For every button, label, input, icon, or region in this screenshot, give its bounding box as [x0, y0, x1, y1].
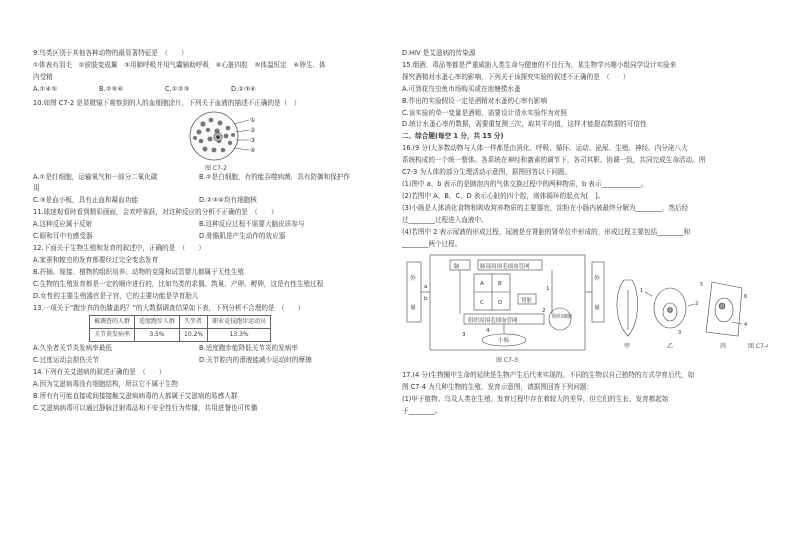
right-column [402, 48, 768, 418]
diagram-label-num2: 2 [542, 308, 546, 315]
q14-option-a: A.因为艾滋病毒没有细胞结构，所以它不属于生物 [33, 379, 178, 388]
diagram-label-C: C [480, 300, 484, 307]
q10-options-row2 [33, 195, 391, 207]
q13-table-row [90, 329, 271, 342]
diagram-label-tissue-cap: 组织周围毛细血管网 [468, 318, 518, 325]
q9-option-a: A.①④⑤ [33, 84, 58, 93]
q11-option-d: D.骨骼肌是产生动作的效应器 [199, 232, 286, 241]
q16-intro-1: 16.(9 分)大多数动物与人体一样都是由消化、呼吸、循环、运动、泌尿、生殖、神经、内分泌八大 [402, 144, 688, 153]
diagram-label-num1: 1 [546, 286, 550, 293]
diagram-label-num3: 3 [462, 332, 466, 339]
q16-part-4b: ________两个过程。 [402, 239, 462, 248]
q10-option-a: A.①是红细胞，运输氧气和一部分二氧化碳 [33, 172, 158, 181]
diagram-label-A: A [480, 281, 484, 288]
q13-table-cell: 3.5% [135, 329, 180, 342]
q17-part-1a: (1)甲于植物、乌及人类在生殖、发育过程中存在着较大的差异，但它们的生长、发育都起始 [402, 395, 669, 404]
q14-option-d: D.HIV 是艾滋病的传染源 [402, 49, 476, 57]
diagram-label-outer: 界 [410, 305, 417, 313]
q13-option-c: C.过度运动会损伤关节 [33, 356, 100, 365]
q16-part-3b: 过________过程进入血液中。 [402, 215, 488, 224]
q10-stem: 10.如图 C7-2 是显微镜下观察到的人的血细胞涂片，下列关于血液的描述不正确的是（ ） [33, 98, 301, 107]
diagram-label-outer: 界 [594, 305, 601, 313]
diagram-label-kidney: 肾脏 [521, 298, 533, 305]
diagram-label-brain: 脑 [454, 264, 460, 271]
diagram-label-outer: 外 [410, 275, 417, 283]
c74-label-5: 5 [700, 282, 704, 289]
q15-option-b: B.作出的实验假设一定是酒精对水蚤的心率有影响 [402, 96, 548, 105]
q13-table-wrap [33, 315, 391, 342]
q10-label-2: ② [250, 126, 256, 134]
q16-part-4a: (4)若图中 2 表示尿液的形成过程，尿液是在肾脏的肾单位中形成的，形成过程主要包括________和 [402, 227, 691, 236]
c74-label-3: 3 [678, 330, 682, 337]
q9-option-d: D.②③⑥ [231, 84, 256, 93]
c74-label-1: 1 [640, 288, 644, 295]
q10-label-4: ④ [250, 146, 256, 154]
q12-option-c: C.生物的生殖发育都是一定的顺序进行的，比如鸟类的求偶、筑巢、产卵、孵卵，这是有性生殖过程 [33, 279, 324, 288]
c74-label-bing: 丙 [720, 343, 727, 351]
q14-option-c: C.艾滋病病毒可以通过静脉注射毒品和不安全性行为传播，共用进餐也可传播 [33, 403, 258, 412]
physiology-figures [402, 252, 768, 370]
q13-table-header-row [90, 316, 271, 329]
q10-option-b-cont: 用 [33, 184, 40, 193]
q15-option-a: A.可到花鸟虫鱼市场购买或在池塘捞水蚤 [402, 84, 521, 93]
q13-table-cell: 10.2% [180, 329, 208, 342]
q15-stem-cont: 探究酒精对水蚤心率的影响，下列关于该探究实验的叙述不正确的是 （ ） [402, 72, 630, 81]
q13-options-row1 [33, 343, 391, 355]
q13-option-d: D.关节腔内的滑液能减少运动时的摩擦 [199, 356, 312, 365]
q9-option-b: B.②⑤⑥ [99, 84, 124, 93]
q13-option-a: A.久坐者关节炎发病率最低 [33, 344, 113, 353]
q16-intro-3: C7-3 为人体的部分生理活动示意图，据图回答以下问题。 [402, 168, 572, 177]
q17-intro-1: 17.(4 分)生物圈中生命的延续是生物产生后代来实现的。不同的生物以自己独特的方式孕育后代，如 [402, 371, 695, 380]
q11-option-b: B.这种反应过程不需要大脑皮质参与 [199, 220, 305, 229]
q12-option-d: D.女性的主要生殖器官是子宫，它的主要功能是孕育胎儿 [33, 291, 199, 300]
q13-table-header: 久坐者 [180, 316, 208, 329]
q15-option-c: C.该实验的单一变量是酒精，需要设计清水实验作为对照 [402, 108, 567, 117]
q10-label-3: ③ [250, 136, 256, 144]
q13-stem: 13.一项关于“跑步真的伤膝盖吗？”的大数据调查结果如下表，下列分析不合理的是 （ ） [33, 303, 305, 312]
figures-area [402, 252, 768, 370]
section-title: 二、综合题(每空 1 分，共 15 分) [402, 132, 504, 141]
q13-table-header: 职业竞技跑步运动员 [208, 316, 271, 329]
q13-options-row2 [33, 355, 391, 367]
q10-figure-caption: 图 C7-2 [205, 164, 227, 172]
q11-stem: 11.球迷观看时看到精彩画面，会欢呼雀跃，对这种反应的分析不正确的是 （ ） [33, 208, 278, 217]
blood-smear-figure [33, 110, 391, 172]
q10-label-1: ① [250, 116, 256, 124]
q10-figure [33, 110, 391, 172]
q16-intro-2: 系统构成的一个统一整体。各系统在神经和激素的调节下，各司其职、协调一致，共同完成生命活动。图 [402, 156, 706, 165]
diagram-label-tissue-cell: 组织细胞 [552, 314, 573, 321]
c74-label-4: 4 [744, 322, 748, 329]
c74-label-yi: 乙 [667, 343, 674, 351]
q13-table-header: 适度跑步人群 [135, 316, 180, 329]
diagram-label-outer: 外 [594, 275, 601, 283]
q13-table-header: 被调查的人群 [90, 316, 135, 329]
q16-part-2: (2)若图中 A、B、C、D 表示心脏的四个腔，则体循环的起点为[ ]。 [402, 191, 605, 200]
q12-stem: 12.下面关于生物生殖和发育的叙述中，正确的是 （ ） [33, 243, 206, 252]
diagram-label-B: B [498, 281, 502, 288]
c74-label-6: 6 [744, 294, 748, 301]
q13-table-row-label: 关节炎发病率 [90, 329, 135, 342]
q14-option-b: B.所有有可能直接或间接接触艾滋病病毒的人都属于艾滋病的易感人群 [33, 391, 238, 400]
diagram-label-D: D [498, 300, 503, 307]
q13-table-cell: 13.3% [208, 329, 271, 342]
q11-option-c: C.眼和耳中有感受器 [33, 232, 93, 241]
q9-line2: ①体表有羽毛 ②前肢变成翼 ③用肺呼吸并用气囊辅助呼吸 ④心脏四腔 ⑤体温恒定 ⑥卵生、体 [33, 60, 326, 69]
q16-part-3a: (3)小肠是人体消化食物和吸收营养物质的主要器官，淀粉在小肠内被最终分解为________，然后经 [402, 203, 689, 212]
c74-label-jia: 甲 [624, 343, 631, 351]
q10-option-d: D.②③④均有细胞核 [199, 196, 257, 205]
q10-option-c: C.③是血小板，具有止血和凝血功能 [33, 196, 138, 205]
q9-stem: 9.鸟类区别于其他各种动物的最显著特征是 （ ） [33, 49, 188, 57]
q10-options-row1 [33, 172, 391, 184]
q9-options [33, 84, 391, 96]
c74-caption: 图 C7-4 [748, 343, 768, 351]
q11-options-row2 [33, 231, 391, 243]
q15-option-d: D.统计水蚤心率的数据，需要重复测三次，取其平均值，这样才能提高数据的可信性 [402, 120, 647, 129]
q13-table [89, 315, 271, 342]
q9-option-c: C.①②③ [165, 84, 190, 93]
left-column [33, 48, 391, 415]
q12-option-a: A.家蚕和蝗虫的发育都要经过完全变态发育 [33, 255, 159, 264]
diagram-label-num4: 4 [486, 328, 490, 335]
q17-intro-2: 图 C7-4 为几种生物的生殖、发育示意图，请据图回答下列问题： [402, 383, 594, 392]
q17-part-1b: 于________。 [402, 407, 442, 416]
q11-options-row1 [33, 219, 391, 231]
q14-stem: 14.下列有关艾滋病的叙述正确的是 （ ） [33, 368, 166, 377]
c74-label-2: 2 [695, 301, 699, 308]
c73-caption: 图 C7-3 [496, 357, 518, 365]
q15-stem: 15.烟酒、毒品等都是严重威胁人类生命与健康的不良行为，某生物学兴趣小组同学设计实验来 [402, 60, 677, 69]
diagram-label-b: b [424, 296, 428, 303]
q16-part-1: (1)图中 a、b 表示的是肺泡内的气体交换过程中的两种物质，b 表示____________。 [402, 179, 648, 188]
q13-option-b: B.适度跑步能降低关节炎的发病率 [199, 344, 298, 353]
diagram-label-small-int: 小肠 [498, 338, 510, 345]
q9-line3: 内受精 [33, 72, 53, 81]
diagram-label-lung-cap: 肺部周围毛细血管网 [480, 264, 530, 271]
q12-option-b: B.扦插、嫁接、植物的组织培养、动物的克隆和试管婴儿都属于无性生殖 [33, 267, 245, 276]
diagram-label-a: a [424, 284, 428, 291]
q11-option-a: A.这种反应属于反射 [33, 220, 93, 229]
q10-option-b: B.②是白细胞，有的能吞噬病菌，具有防御和保护作 [199, 172, 350, 181]
